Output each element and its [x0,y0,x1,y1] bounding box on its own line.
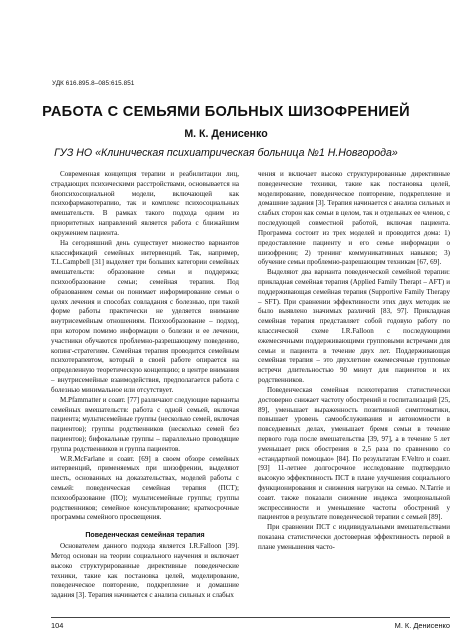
author-affiliation: ГУЗ НО «Клиническая психиатрическая больница №1 Н.Новгорода» [54,147,398,159]
section-heading: Поведенческая семейная терапия [85,532,205,540]
running-head: М. К. Денисенко [394,621,450,630]
paragraph: W.R.McFarlane и соавт. [69] в своем обзоре семейных интервенций, применяемых при шизофрении, выделяют шесть, основанных на доказательствах, моделей работы с семьей: поведенческая семейная терапия (ПСТ); психообразование (ПО); мультисемейные группы; группы родственников; семейное консультирование; краткосрочные программы семейного просвещения. [51,454,239,522]
paragraph: Современная концепция терапии и реабилитации лиц, страдающих психическими расстройствами, основывается на биопсихосоциальной модели, включающей как психофармакотерапию, так и комплекс психосоциальных вмешательств. В рамках такого подхода одним из приоритетных направлений является работа с ближайшим окружением пациента. [51,170,239,237]
article-author: М. К. Денисенко [184,128,268,140]
right-text-column [258,170,450,553]
paragraph: Выделяют два варианта поведенческой семейной терапии: прикладная семейная терапия (Applied Family Therapt – AFT) и поддерживающая семейная терапия (Supportive Family Therapy – SFT). При сравнении эффективности этих двух методик не было выявлено значимых различий [83, 97]. Прикладная семейная терапия представляет собой годовую работу по классической схеме I.R.Falloon с последующими ежемесячными поддерживающими групповыми встречами для семьи и пациента в течение двух лет. Поддерживающая семейная терапия – это двухлетние ежемесячные групповые встречи длительностью 90 минут для пациентов и их родственников. [258,268,450,385]
page-number: 104 [51,621,64,630]
paragraph: На сегодняшний день существует множество вариантов классификаций семейных интервенций. Так, например, T.L.Campbell [31] выделяет три больших категории семейных вмешательств: образование семьи и поддержка; психообразование семьи; семейная терапия. Под образованием семьи он понимает информирование семьи о целях лечения и способах совладания с болезнью, при такой форме работы практически не уделяется внимание внутрисемейным отношениям. Психообразование – подход, при котором помимо информации о болезни и ее лечении, участники обучаются проблемно-разрешающему поведению, копинг-стратегиям. Семейная терапия проводится семейным психотерапевтом, который в своей работе опирается на определенную теоретическую концепцию; в центре внимания – внутрисемейные взаимодействия, предполагается работа с болезнью минимальное или отсутствует. [51,238,239,394]
article-title: РАБОТА С СЕМЬЯМИ БОЛЬНЫХ ШИЗОФРЕНИЕЙ [42,104,410,120]
paragraph: Поведенческая семейная психотерапия статистически достоверно снижает частоту обострений и госпитализаций [25, 89], уменьшает выраженность позитивной симптоматики, повышает уровень самообслуживания и автономности в повседневных делах, уменьшает бремя семьи в течение первого года после вмешательства [39, 97], а в течение 5 лет уменьшает риск обострения в 2,5 раза по сравнению со «стандартной помощью» [84]. По результатам F.Veltro и соавт. [93] 11-летнее долгосрочное исследование подтвердило высокую эффективность ПСТ в плане улучшения социального функционирования и снижения нагрузки на семью. N.Tarrie и соавт. также показали снижение индекса эмоциональной экспрессивности и уменьшение частоты обострений у пациентов в результате поведенческой терапии с семьей [89]. [258,385,450,522]
paragraph: M.Pfammatter и соавт. [77] различают следующие варианты семейных вмешательств: работа с одной семьей, включая пациента; мультисемейные группы (несколько семей, включая пациентов); группы родственников (несколько семей без пациентов); бифокальные группы – параллельно проводящие группа родственников и группа пациентов. [51,395,239,453]
left-text-column [51,170,239,601]
footer-divider [51,617,450,618]
paragraph: Основателем данного подхода является I.R.Falloon [39]. Метод основан на теории социального научения и включает высоко структурированные директивные поведенческие техники, такие как постановка целей, моделирование, поведенческое повторение, подкрепление и домашние задания [3]. Терапия начинается с анализа сильных и слабых [51,542,239,600]
udk-code: УДК 616.895.8–085:615.851 [52,80,135,87]
paragraph: При сравнении ПСТ с индивидуальными вмешательствами показана статистически достоверная эффективность первой в плане уменьшения часто- [258,523,450,551]
paragraph: чения и включает высоко структурированные директивные поведенческие техники, такие как постановка целей, моделирование, поведенческое повторение, подкрепление и домашние задания [3]. Терапия начинается с анализа сильных и слабых сторон как семьи в целом, так и отдельных ее членов, с последующей совместной работой, включая пациента. Программа состоит из трех моделей и проводится дома: 1) предоставление пациенту и его семье информации о шизофрении; 2) тренинг коммуникативных навыков; 3) обучение семьи проблемно-разрешающим техникам [67, 69]. [258,170,450,267]
